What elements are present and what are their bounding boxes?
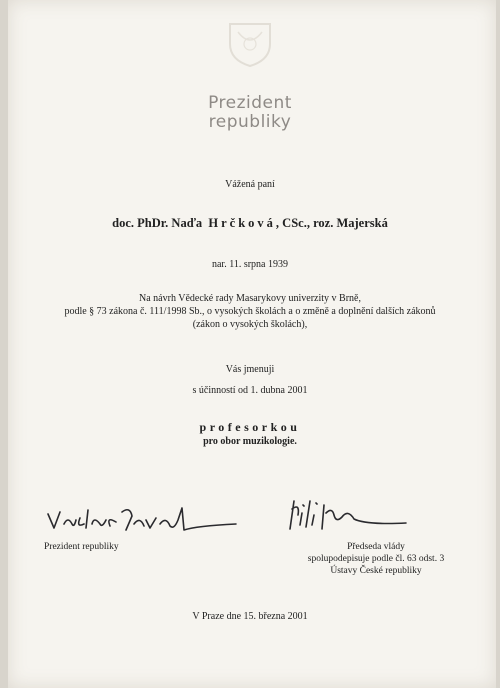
appointment-title: profesorkou [199,420,301,434]
appointment-field: pro obor muzikologie. [203,436,297,447]
right-signature-caption-3: Ústavy České republiky [330,566,422,576]
effective-date: s účinností od 1. dubna 2001 [192,385,308,396]
appointment-phrase: Vás jmenuji [225,364,275,375]
letterhead-line1: Prezident [208,93,292,113]
salutation: Vážená paní [225,179,275,190]
basis-line-2: podle § 73 zákona č. 111/1998 Sb., o vysokých školách a o změně a doplnění dalších zákonů [64,306,436,317]
prime-minister-signature [286,495,416,535]
state-emblem-icon [222,18,278,68]
place-and-date: V Praze dne 15. března 2001 [192,611,308,622]
president-signature [46,502,246,538]
recipient-prefix: doc. PhDr. Naďa [112,216,203,230]
right-signature-caption-2: spolupodepisuje podle čl. 63 odst. 3 [307,554,445,564]
basis-line-3: (zákon o vysokých školách), [192,319,308,330]
left-signature-caption: Prezident republiky [44,542,119,552]
recipient-surname: Hrčková [208,216,276,230]
recipient-suffix: , CSc., roz. Majerská [275,216,388,230]
right-signature-caption-1: Předseda vlády [347,542,405,552]
letterhead-line2: republiky [208,112,292,132]
recipient-name [0,217,500,230]
birth-date: nar. 11. srpna 1939 [211,259,288,270]
basis-line-1: Na návrh Vědecké rady Masarykovy univerzity v Brně, [139,293,361,304]
